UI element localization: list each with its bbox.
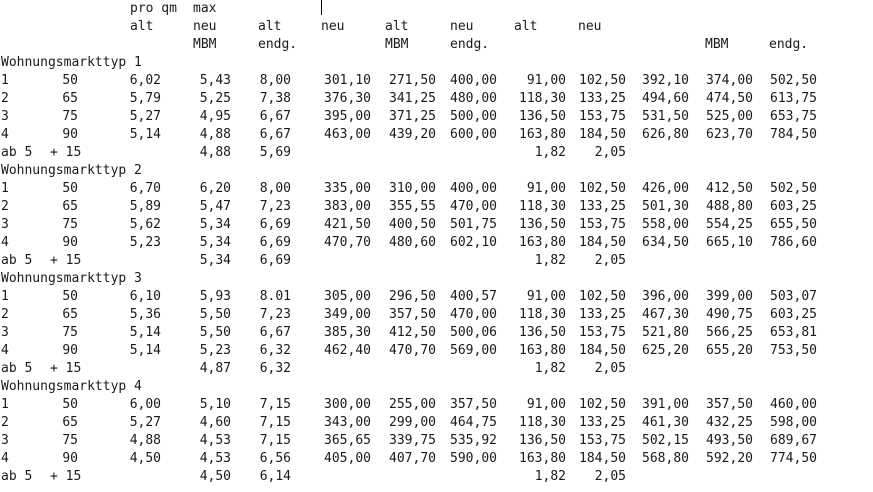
table-cell: 6,70	[129, 181, 161, 196]
table-cell: 6,10	[129, 289, 161, 304]
table-cell: 470,00	[450, 307, 497, 322]
header-label: endg.	[258, 37, 298, 52]
table-cell: 102,50	[579, 181, 626, 196]
table-cell: 4,88	[199, 127, 231, 142]
table-cell: 412,50	[389, 325, 436, 340]
table-row	[0, 234, 873, 252]
table-cell: 305,00	[324, 289, 371, 304]
table-row	[0, 180, 873, 198]
table-cell: 566,25	[706, 325, 753, 340]
table-cell: 300,00	[324, 397, 371, 412]
table-cell: 136,50	[519, 325, 566, 340]
header-label: pro qm	[130, 1, 177, 16]
table-cell: 335,00	[324, 181, 371, 196]
table-cell: 502,50	[770, 73, 817, 88]
table-cell: 4,53	[199, 433, 231, 448]
table-cell: 655,50	[770, 217, 817, 232]
table-cell: 7,23	[259, 307, 291, 322]
table-cell: 493,50	[706, 433, 753, 448]
extra-row	[0, 252, 873, 270]
table-cell: 102,50	[579, 73, 626, 88]
table-cell: 470,70	[324, 235, 371, 250]
header-label: MBM	[193, 37, 217, 52]
table-cell: 91,00	[526, 73, 566, 88]
header-label: max	[193, 1, 217, 16]
table-cell: 774,50	[770, 451, 817, 466]
table-cell: 118,30	[519, 307, 566, 322]
table-cell: 4,95	[199, 109, 231, 124]
group-title: Wohnungsmarkttyp 3	[1, 271, 142, 286]
table-cell: 665,10	[706, 235, 753, 250]
table-row	[0, 450, 873, 468]
table-cell: 653,75	[770, 109, 817, 124]
table-cell: 296,50	[389, 289, 436, 304]
table-cell: 5,23	[129, 235, 161, 250]
header-label: endg.	[769, 37, 809, 52]
table-cell: 65	[62, 199, 78, 214]
table-cell: 5,25	[199, 91, 231, 106]
table-cell: 470,00	[450, 199, 497, 214]
table-cell: 467,30	[642, 307, 689, 322]
table-cell: 554,25	[706, 217, 753, 232]
table-cell: 462,40	[324, 343, 371, 358]
table-cell: 8.01	[259, 289, 291, 304]
table-cell: 400,57	[450, 289, 497, 304]
table-cell: 75	[62, 217, 78, 232]
header-label: endg.	[450, 37, 490, 52]
table-cell: 7,15	[259, 433, 291, 448]
table-cell: 592,20	[706, 451, 753, 466]
table-cell: 90	[62, 235, 78, 250]
table-cell: 412,50	[706, 181, 753, 196]
table-cell: 1,82	[534, 253, 566, 268]
table-cell: 568,80	[642, 451, 689, 466]
table-cell: 5,34	[199, 253, 231, 268]
table-cell: 385,30	[324, 325, 371, 340]
table-cell: 464,75	[450, 415, 497, 430]
table-cell: 5,14	[129, 127, 161, 142]
table-cell: 75	[62, 109, 78, 124]
table-cell: 1,82	[534, 145, 566, 160]
table-cell: 6,14	[259, 469, 291, 484]
table-cell: 5,50	[199, 325, 231, 340]
table-cell: 395,00	[324, 109, 371, 124]
table-cell: 5,27	[129, 415, 161, 430]
table-cell: 2	[1, 415, 9, 430]
table-cell: 357,50	[706, 397, 753, 412]
table-row	[0, 396, 873, 414]
table-cell: 8,00	[259, 73, 291, 88]
table-row	[0, 342, 873, 360]
table-cell: 133,25	[579, 199, 626, 214]
table-cell: 4,87	[199, 361, 231, 376]
table-cell: 500,06	[450, 325, 497, 340]
table-cell: 271,50	[389, 73, 436, 88]
table-cell: 5,69	[259, 145, 291, 160]
header-label: alt	[514, 19, 538, 34]
table-cell: 786,60	[770, 235, 817, 250]
table-cell: 50	[62, 73, 78, 88]
header-row-1	[0, 0, 873, 18]
table-row	[0, 198, 873, 216]
extra-plus: + 15	[50, 469, 82, 484]
table-cell: 396,00	[642, 289, 689, 304]
table-cell: 432,25	[706, 415, 753, 430]
table-row	[0, 90, 873, 108]
table-cell: 5,23	[199, 343, 231, 358]
table-cell: 91,00	[526, 397, 566, 412]
table-cell: 399,00	[706, 289, 753, 304]
table-cell: 5,14	[129, 325, 161, 340]
extra-label: ab 5	[1, 253, 33, 268]
table-cell: 603,25	[770, 307, 817, 322]
table-cell: 184,50	[579, 235, 626, 250]
table-row	[0, 108, 873, 126]
header-label: MBM	[705, 37, 729, 52]
table-cell: 163,80	[519, 127, 566, 142]
table-cell: 4,88	[129, 433, 161, 448]
table-cell: 558,00	[642, 217, 689, 232]
table-cell: 163,80	[519, 451, 566, 466]
table-cell: 4,53	[199, 451, 231, 466]
header-label: alt	[130, 19, 154, 34]
table-cell: 8,00	[259, 181, 291, 196]
table-cell: 407,70	[389, 451, 436, 466]
table-cell: 439,20	[389, 127, 436, 142]
table-cell: 2,05	[594, 145, 626, 160]
table-cell: 613,75	[770, 91, 817, 106]
table-cell: 500,00	[450, 109, 497, 124]
table-cell: 75	[62, 325, 78, 340]
group-title-row	[0, 378, 873, 396]
table-cell: 376,30	[324, 91, 371, 106]
group-title-row	[0, 270, 873, 288]
table-cell: 3	[1, 109, 9, 124]
header-label: neu	[321, 19, 345, 34]
table-cell: 339,75	[389, 433, 436, 448]
table-cell: 405,00	[324, 451, 371, 466]
table-cell: 365,65	[324, 433, 371, 448]
table-cell: 5,10	[199, 397, 231, 412]
table-cell: 3	[1, 433, 9, 448]
table-cell: 184,50	[579, 343, 626, 358]
table-cell: 3	[1, 325, 9, 340]
table-cell: 602,10	[450, 235, 497, 250]
table-cell: 133,25	[579, 307, 626, 322]
table-cell: 90	[62, 451, 78, 466]
table-cell: 102,50	[579, 397, 626, 412]
group-title-row	[0, 54, 873, 72]
header-row-3	[0, 36, 873, 54]
table-cell: 653,81	[770, 325, 817, 340]
table-cell: 133,25	[579, 415, 626, 430]
text-cursor	[321, 0, 322, 15]
table-cell: 426,00	[642, 181, 689, 196]
table-cell: 4,50	[199, 469, 231, 484]
table-cell: 3	[1, 217, 9, 232]
group-title: Wohnungsmarkttyp 2	[1, 163, 142, 178]
table-cell: 371,25	[389, 109, 436, 124]
table-cell: 501,30	[642, 199, 689, 214]
table-cell: 153,75	[579, 325, 626, 340]
table-cell: 5,36	[129, 307, 161, 322]
header-label: neu	[578, 19, 602, 34]
table-cell: 784,50	[770, 127, 817, 142]
table-cell: 4,88	[199, 145, 231, 160]
table-cell: 163,80	[519, 235, 566, 250]
extra-label: ab 5	[1, 361, 33, 376]
table-cell: 1	[1, 73, 9, 88]
table-cell: 5,27	[129, 109, 161, 124]
table-cell: 4,50	[129, 451, 161, 466]
table-cell: 5,34	[199, 217, 231, 232]
extra-row	[0, 468, 873, 486]
table-cell: 7,15	[259, 397, 291, 412]
table-cell: 535,92	[450, 433, 497, 448]
group-title-row	[0, 162, 873, 180]
table-cell: 600,00	[450, 127, 497, 142]
table-cell: 400,00	[450, 73, 497, 88]
table-cell: 65	[62, 307, 78, 322]
extra-plus: + 15	[50, 253, 82, 268]
header-label: neu	[193, 19, 217, 34]
table-cell: 421,50	[324, 217, 371, 232]
table-cell: 343,00	[324, 415, 371, 430]
table-cell: 4	[1, 127, 9, 142]
group-title: Wohnungsmarkttyp 4	[1, 379, 142, 394]
header-row-2	[0, 18, 873, 36]
table-cell: 623,70	[706, 127, 753, 142]
table-cell: 634,50	[642, 235, 689, 250]
table-cell: 136,50	[519, 433, 566, 448]
table-cell: 569,00	[450, 343, 497, 358]
extra-label: ab 5	[1, 145, 33, 160]
table-cell: 7,38	[259, 91, 291, 106]
table-cell: 5,62	[129, 217, 161, 232]
table-cell: 689,67	[770, 433, 817, 448]
table-cell: 625,20	[642, 343, 689, 358]
table-cell: 2,05	[594, 361, 626, 376]
header-label: alt	[258, 19, 282, 34]
table-cell: 153,75	[579, 433, 626, 448]
table-cell: 461,30	[642, 415, 689, 430]
extra-row	[0, 360, 873, 378]
group-title: Wohnungsmarkttyp 1	[1, 55, 142, 70]
table-cell: 91,00	[526, 289, 566, 304]
table-cell: 502,15	[642, 433, 689, 448]
table-cell: 494,60	[642, 91, 689, 106]
table-cell: 480,00	[450, 91, 497, 106]
table-cell: 357,50	[389, 307, 436, 322]
table-row	[0, 432, 873, 450]
table-cell: 1	[1, 289, 9, 304]
table-cell: 525,00	[706, 109, 753, 124]
table-cell: 753,50	[770, 343, 817, 358]
table-row	[0, 72, 873, 90]
table-cell: 153,75	[579, 109, 626, 124]
table-cell: 4	[1, 451, 9, 466]
table-cell: 502,50	[770, 181, 817, 196]
table-cell: 136,50	[519, 109, 566, 124]
table-cell: 102,50	[579, 289, 626, 304]
table-cell: 470,70	[389, 343, 436, 358]
table-cell: 6,20	[199, 181, 231, 196]
table-cell: 391,00	[642, 397, 689, 412]
table-cell: 463,00	[324, 127, 371, 142]
table-cell: 301,10	[324, 73, 371, 88]
extra-label: ab 5	[1, 469, 33, 484]
table-cell: 460,00	[770, 397, 817, 412]
table-cell: 75	[62, 433, 78, 448]
table-cell: 5,14	[129, 343, 161, 358]
table-cell: 50	[62, 181, 78, 196]
table-cell: 501,75	[450, 217, 497, 232]
table-cell: 50	[62, 289, 78, 304]
table-cell: 474,50	[706, 91, 753, 106]
table-cell: 6,32	[259, 361, 291, 376]
table-cell: 299,00	[389, 415, 436, 430]
table-cell: 6,02	[129, 73, 161, 88]
table-cell: 655,20	[706, 343, 753, 358]
table-cell: 392,10	[642, 73, 689, 88]
table-cell: 4	[1, 343, 9, 358]
table-cell: 5,47	[199, 199, 231, 214]
table-cell: 118,30	[519, 415, 566, 430]
table-cell: 136,50	[519, 217, 566, 232]
table-cell: 65	[62, 91, 78, 106]
table-cell: 5,79	[129, 91, 161, 106]
table-cell: 357,50	[450, 397, 497, 412]
table-cell: 400,50	[389, 217, 436, 232]
table-cell: 490,75	[706, 307, 753, 322]
table-row	[0, 288, 873, 306]
table-cell: 1,82	[534, 361, 566, 376]
table-cell: 65	[62, 415, 78, 430]
table-cell: 6,67	[259, 325, 291, 340]
table-cell: 4,60	[199, 415, 231, 430]
table-cell: 488,80	[706, 199, 753, 214]
table-cell: 1,82	[534, 469, 566, 484]
table-cell: 2	[1, 199, 9, 214]
extra-row	[0, 144, 873, 162]
table-cell: 118,30	[519, 91, 566, 106]
table-cell: 1	[1, 397, 9, 412]
table-cell: 6,56	[259, 451, 291, 466]
table-cell: 480,60	[389, 235, 436, 250]
table-cell: 341,25	[389, 91, 436, 106]
extra-plus: + 15	[50, 361, 82, 376]
table-cell: 2,05	[594, 469, 626, 484]
table-row	[0, 306, 873, 324]
table-cell: 5,93	[199, 289, 231, 304]
table-cell: 6,69	[259, 253, 291, 268]
table-cell: 91,00	[526, 181, 566, 196]
table-cell: 5,34	[199, 235, 231, 250]
table-cell: 7,15	[259, 415, 291, 430]
table-cell: 590,00	[450, 451, 497, 466]
table-cell: 118,30	[519, 199, 566, 214]
table-cell: 5,89	[129, 199, 161, 214]
table-cell: 503,07	[770, 289, 817, 304]
table-cell: 5,43	[199, 73, 231, 88]
table-cell: 184,50	[579, 127, 626, 142]
table-cell: 255,00	[389, 397, 436, 412]
table-cell: 598,00	[770, 415, 817, 430]
table-row	[0, 126, 873, 144]
table-row	[0, 216, 873, 234]
table-cell: 6,00	[129, 397, 161, 412]
table-cell: 2	[1, 91, 9, 106]
table-cell: 603,25	[770, 199, 817, 214]
table-cell: 349,00	[324, 307, 371, 322]
table-cell: 90	[62, 127, 78, 142]
table-cell: 383,00	[324, 199, 371, 214]
table-cell: 6,67	[259, 127, 291, 142]
table-cell: 5,50	[199, 307, 231, 322]
table-cell: 1	[1, 181, 9, 196]
table-cell: 163,80	[519, 343, 566, 358]
table-cell: 400,00	[450, 181, 497, 196]
table-cell: 6,69	[259, 235, 291, 250]
table-cell: 7,23	[259, 199, 291, 214]
table-row	[0, 414, 873, 432]
table-cell: 184,50	[579, 451, 626, 466]
table-cell: 6,69	[259, 217, 291, 232]
table-cell: 310,00	[389, 181, 436, 196]
table-cell: 153,75	[579, 217, 626, 232]
table-cell: 2	[1, 307, 9, 322]
table-row	[0, 324, 873, 342]
table-cell: 6,32	[259, 343, 291, 358]
header-label: alt	[385, 19, 409, 34]
table-cell: 133,25	[579, 91, 626, 106]
table-cell: 50	[62, 397, 78, 412]
extra-plus: + 15	[50, 145, 82, 160]
table-cell: 2,05	[594, 253, 626, 268]
table-cell: 531,50	[642, 109, 689, 124]
table-cell: 4	[1, 235, 9, 250]
table-cell: 374,00	[706, 73, 753, 88]
table-cell: 626,80	[642, 127, 689, 142]
table-cell: 355,55	[389, 199, 436, 214]
table-cell: 6,67	[259, 109, 291, 124]
table-cell: 521,80	[642, 325, 689, 340]
header-label: MBM	[385, 37, 409, 52]
header-label: neu	[450, 19, 474, 34]
table-cell: 90	[62, 343, 78, 358]
